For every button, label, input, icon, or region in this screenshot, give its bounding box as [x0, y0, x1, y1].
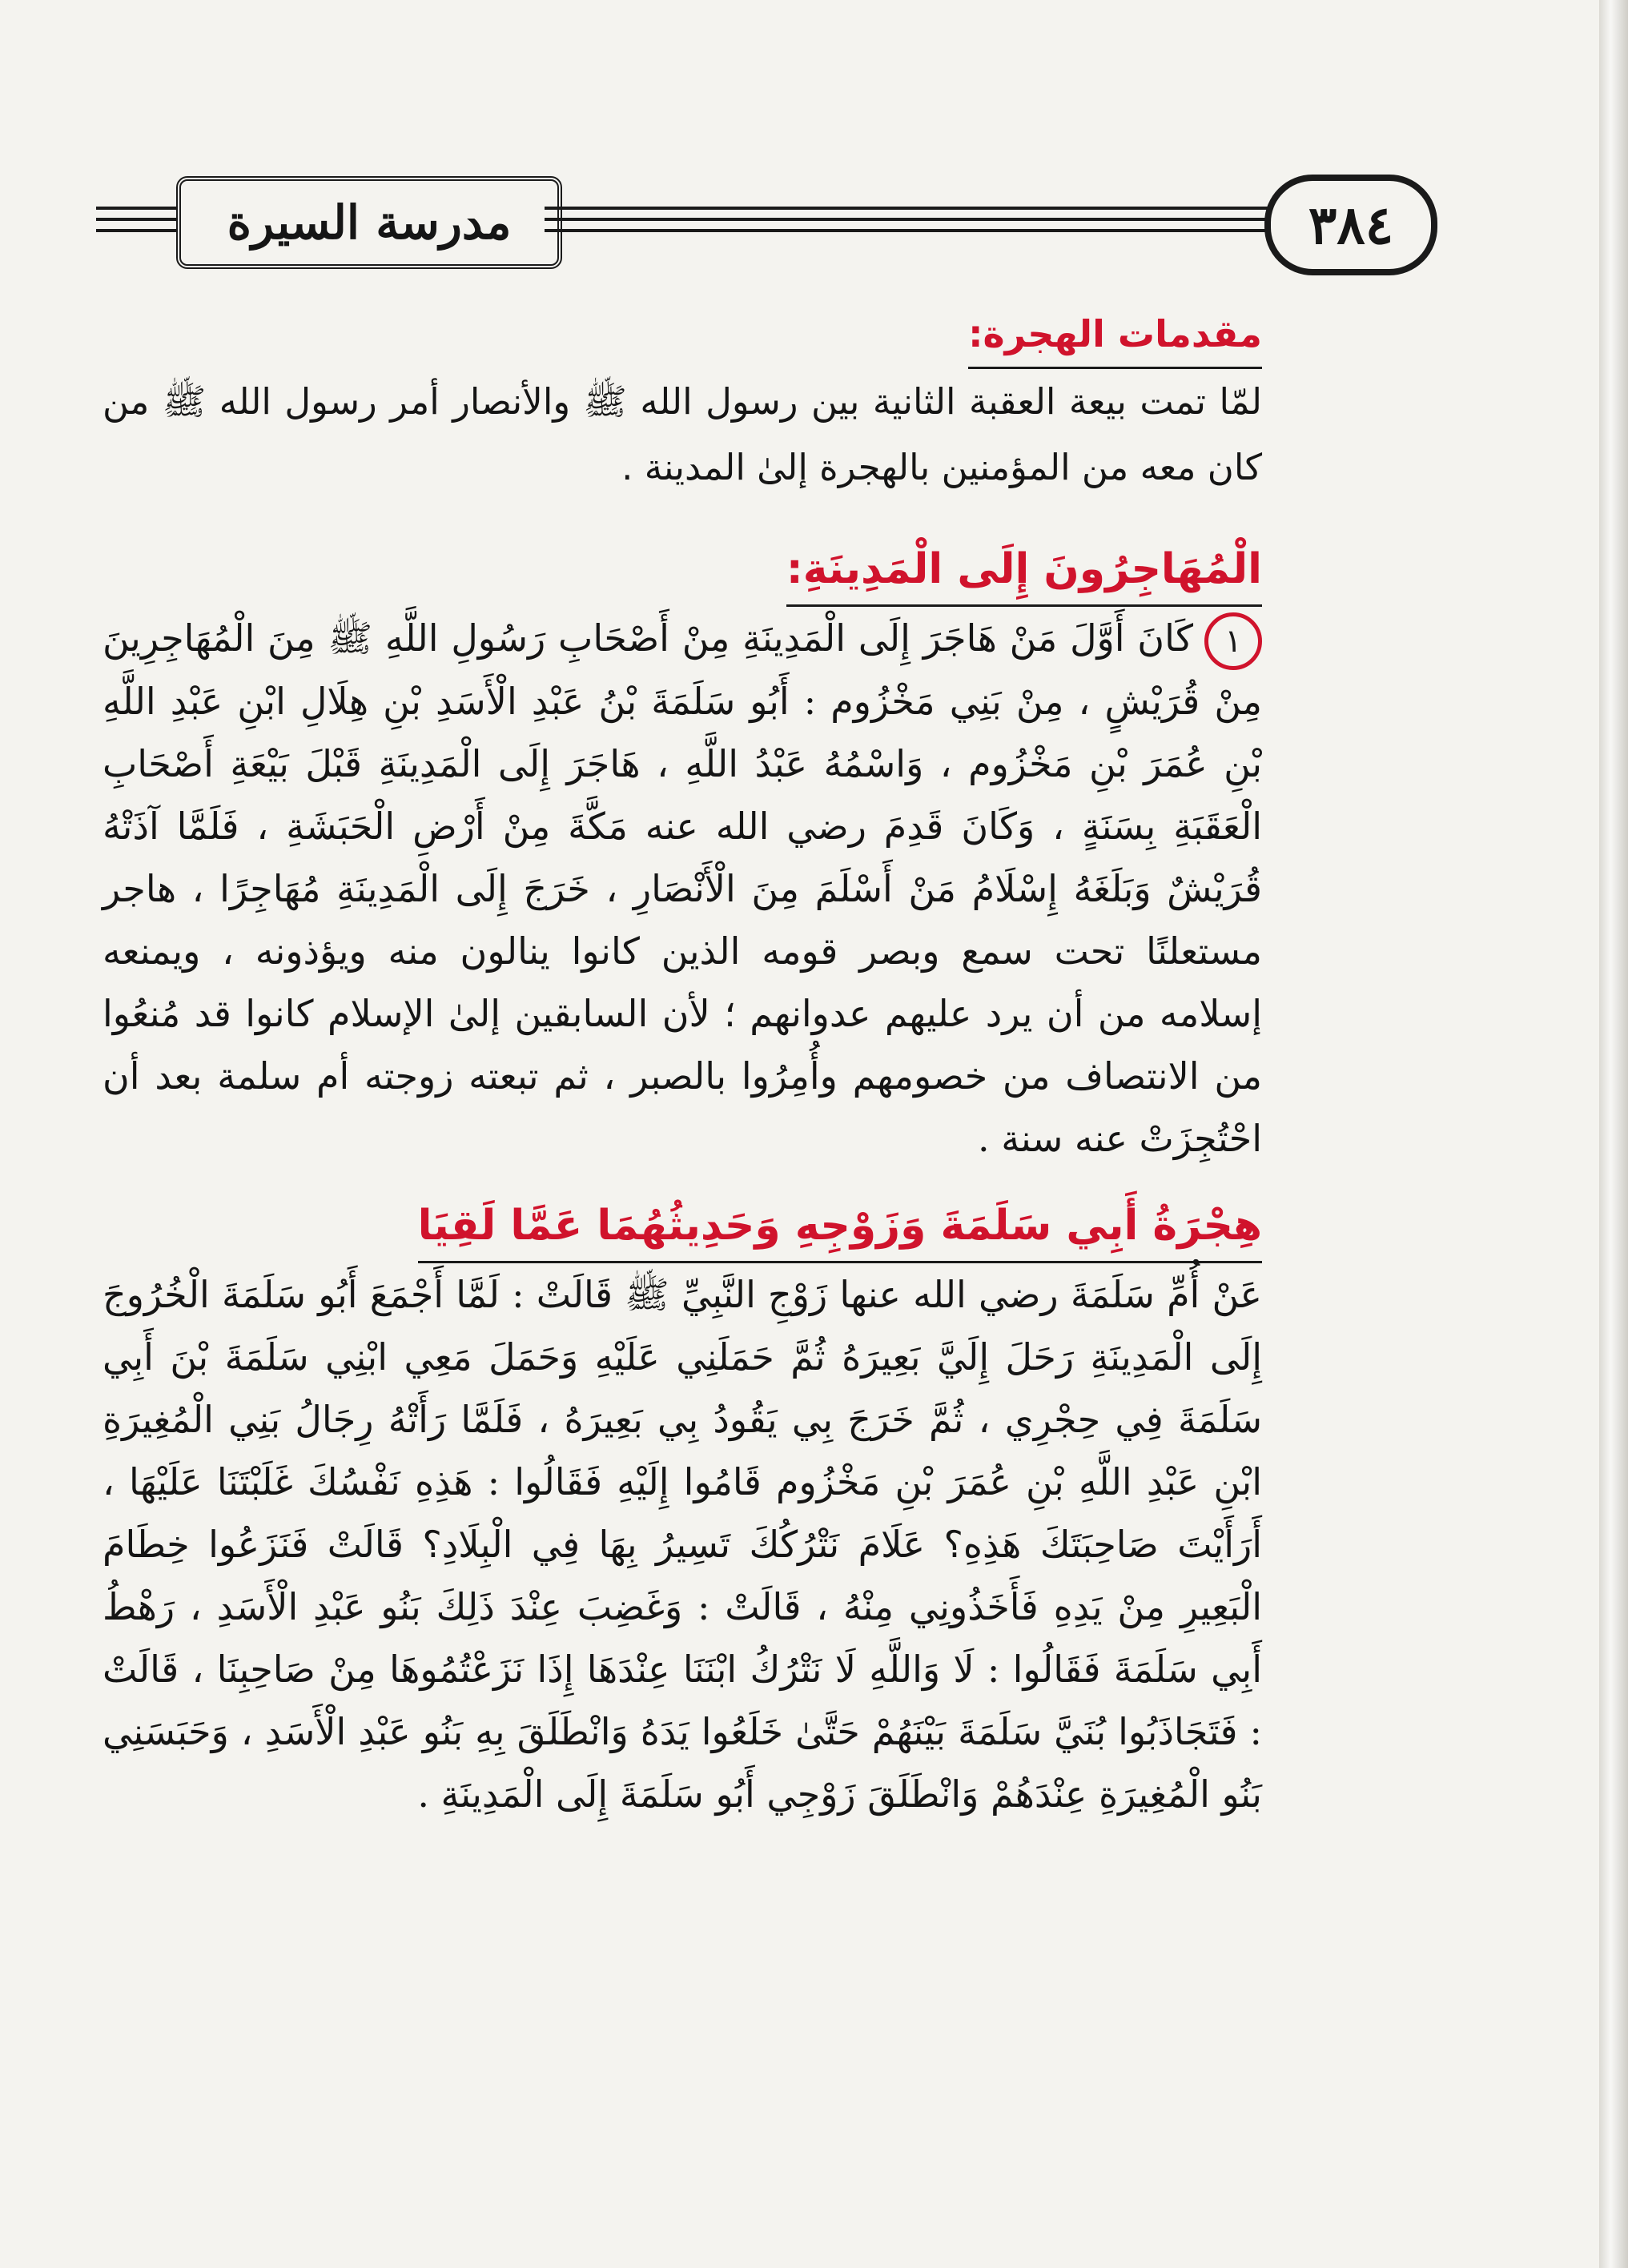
page-header: [96, 160, 1517, 272]
section-paragraph: لمّا تمت بيعة العقبة الثانية بين رسول الله ﷺ والأنصار أمر رسول الله ﷺ من كان معه من المؤمنين بالهجرة إلىٰ المدينة .: [103, 380, 1262, 488]
section-title: الْمُهَاجِرُونَ إِلَى الْمَدِينَةِ:: [786, 545, 1262, 607]
book-title: مدرسة السيرة: [227, 195, 512, 250]
header-rule: [545, 207, 1277, 210]
paragraph-text: كَانَ أَوَّلَ مَنْ هَاجَرَ إِلَى الْمَدِينَةِ مِنْ أَصْحَابِ رَسُولِ اللَّهِ ﷺ مِنَ الْمُهَاجِرِينَ مِنْ قُرَيْشٍ ، مِنْ بَنِي مَخْزُوم : أَبُو سَلَمَةَ بْنُ عَبْدِ الْأَسَدِ بْنِ هِلَالِ ابْنِ عَبْدِ اللَّهِ بْنِ عُمَرَ بْنِ مَخْزُوم ، وَاسْمُهُ عَبْدُ اللَّهِ ، هَاجَرَ إِلَى الْمَدِينَةِ قَبْلَ بَيْعَةِ أَصْحَابِ الْعَقَبَةِ بِسَنَةٍ ، وَكَانَ قَدِمَ رضي الله عنه مَكَّةَ مِنْ أَرْضِ الْحَبَشَةِ ، فَلَمَّا آذَتْهُ قُرَيْشٌ وَبَلَغَهُ إِسْلَامُ مَنْ أَسْلَمَ مِنَ الْأَنْصَارِ ، خَرَجَ إِلَى الْمَدِينَةِ مُهَاجِرًا ، هاجر مستعلنًا تحت سمع وبصر قومه الذين كانوا ينالون منه ويؤذونه ، ويمنعه إسلامه من أن يرد عليهم عدوانهم ؛ لأن السابقين إلىٰ الإسلام كانوا قد مُنعُوا من الانتصاف من خصومهم وأُمِرُوا بالصبر ، ثم تبعته زوجته أم سلمة بعد أن احْتُجِزَتْ عنه سنة .: [103, 616, 1262, 1160]
header-rule: [96, 229, 184, 232]
section-abu-salama-hijra: [103, 1202, 1262, 1263]
header-rule: [545, 218, 1277, 221]
header-rule: [96, 207, 184, 210]
section-title: مقدمات الهجرة:: [968, 312, 1262, 369]
page-number-badge: [1264, 175, 1437, 275]
header-rule: [96, 218, 184, 221]
page-content: [103, 312, 1262, 1825]
page-number: ٣٨٤: [1308, 194, 1394, 256]
book-title-cartouche: [176, 176, 562, 269]
section-paragraph: [103, 607, 1262, 1170]
section-hijra-preliminaries: [103, 312, 1262, 369]
item-number: ١: [1204, 612, 1262, 670]
section-title: هِجْرَةُ أَبِي سَلَمَةَ وَزَوْجِهِ وَحَدِيثُهُمَا عَمَّا لَقِيَا: [418, 1202, 1262, 1263]
section-paragraph: عَنْ أُمِّ سَلَمَةَ رضي الله عنها زَوْجِ النَّبِيِّ ﷺ قَالَتْ : لَمَّا أَجْمَعَ أَبُو سَلَمَةَ الْخُرُوجَ إِلَى الْمَدِينَةِ رَحَلَ إِلَيَّ بَعِيرَهُ ثُمَّ حَمَلَنِي عَلَيْهِ وَحَمَلَ مَعِي ابْنِي سَلَمَةَ بْنَ أَبِي سَلَمَةَ فِي حِجْرِي ، ثُمَّ خَرَجَ بِي يَقُودُ بِي بَعِيرَهُ ، فَلَمَّا رَأَتْهُ رِجَالُ بَنِي الْمُغِيرَةِ ابْنِ عَبْدِ اللَّهِ بْنِ عُمَرَ بْنِ مَخْزُوم قَامُوا إِلَيْهِ فَقَالُوا : هَذِهِ نَفْسُكَ غَلَبْتَنَا عَلَيْهَا ، أَرَأَيْتَ صَاحِبَتَكَ هَذِهِ؟ عَلَامَ نَتْرُكُكَ تَسِيرُ بِهَا فِي الْبِلَادِ؟ قَالَتْ فَنَزَعُوا خِطَامَ الْبَعِيرِ مِنْ يَدِهِ فَأَخَذُونِي مِنْهُ ، قَالَتْ : وَغَضِبَ عِنْدَ ذَلِكَ بَنُو عَبْدِ الْأَسَدِ ، رَهْطُ أَبِي سَلَمَةَ فَقَالُوا : لَا وَاللَّهِ لَا نَتْرُكُ ابْنَنَا عِنْدَهَا إِذَا نَزَعْتُمُوهَا مِنْ صَاحِبِنَا ، قَالَتْ : فَتَجَاذَبُوا بُنَيَّ سَلَمَةَ بَيْنَهُمْ حَتَّىٰ خَلَعُوا يَدَهُ وَانْطَلَقَ بِهِ بَنُو عَبْدِ الْأَسَدِ ، وَحَبَسَنِي بَنُو الْمُغِيرَةِ عِنْدَهُمْ وَانْطَلَقَ زَوْجِي أَبُو سَلَمَةَ إِلَى الْمَدِينَةِ .: [103, 1273, 1262, 1816]
section-muhajirun: [103, 545, 1262, 607]
page-edge: [1599, 0, 1628, 2268]
header-rule: [545, 229, 1277, 232]
